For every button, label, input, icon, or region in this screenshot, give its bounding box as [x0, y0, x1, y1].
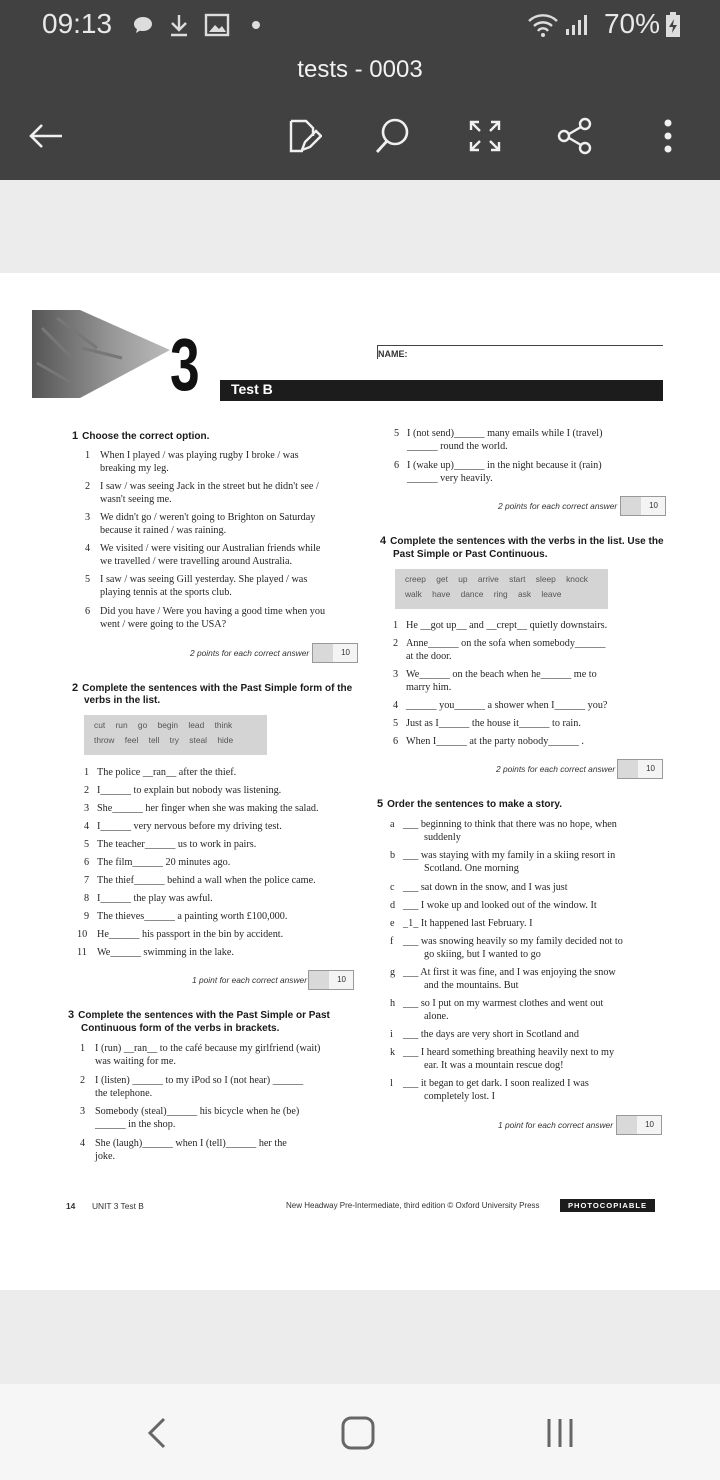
list-item: 5 The teacher______ us to work in pairs.: [84, 839, 257, 850]
list-item: breaking my leg.: [100, 463, 169, 474]
list-item: l ___ it began to get dark. I soon realized I was: [390, 1078, 589, 1089]
photocopiable-stamp: PHOTOCOPIABLE: [560, 1199, 655, 1212]
list-item: 6 The film______ 20 minutes ago.: [84, 857, 231, 868]
list-item: 5 I saw / was seeing Gill yesterday. She played / was: [85, 574, 308, 585]
more-options-icon[interactable]: [644, 112, 692, 160]
list-item: 10 He______ his passport in the bin by accident.: [77, 929, 284, 940]
clock: 09:13: [42, 8, 113, 39]
list-item: suddenly: [424, 832, 461, 843]
signal-icon: [564, 12, 590, 38]
section-4-title-line2: Past Simple or Past Continuous.: [393, 549, 548, 560]
score-box: 10: [616, 1115, 662, 1135]
fullscreen-icon[interactable]: [461, 112, 509, 160]
list-item: wasn't seeing me.: [100, 494, 172, 505]
section-1-title: 1 Choose the correct option.: [72, 430, 210, 442]
word-list: cut run go begin lead think throw feel tell try steal hide: [84, 715, 267, 755]
list-item: 1 When I played / was playing rugby I broke / was: [85, 450, 299, 461]
list-item: because it rained / was raining.: [100, 525, 227, 536]
list-item: k ___ I heard something breathing heavily next to my: [390, 1047, 615, 1058]
test-banner: [220, 380, 663, 401]
section-2-title-line2: verbs in the list.: [84, 695, 161, 706]
list-item: 3 Somebody (steal)______ his bicycle when he (be): [80, 1106, 300, 1117]
list-item: 1 The police __ran__ after the thief.: [84, 767, 237, 778]
page-number: 14: [66, 1201, 76, 1211]
edit-icon[interactable]: [278, 112, 326, 160]
test-label: Test B: [231, 381, 273, 397]
list-item: f ___ was snowing heavily so my family decided not to: [390, 936, 623, 947]
word-list: creep get up arrive start sleep knock walk have dance ring ask leave: [395, 569, 608, 609]
list-item: 2 I (listen) ______ to my iPod so I (not hear) ______: [80, 1075, 304, 1086]
list-item: a ___ beginning to think that there was no hope, when: [390, 819, 617, 830]
list-item: 5 I (not send)______ many emails while I (travel): [394, 428, 603, 439]
share-icon[interactable]: [551, 112, 599, 160]
list-item: alone.: [424, 1011, 449, 1022]
recent-apps-icon[interactable]: [535, 1408, 585, 1458]
footer-unit: UNIT 3 Test B: [92, 1201, 144, 1211]
home-icon[interactable]: [333, 1408, 383, 1458]
section-4-title: 4 Complete the sentences with the verbs in the list. Use the: [380, 535, 664, 547]
list-item: at the door.: [406, 651, 452, 662]
list-item: 2 I______ to explain but nobody was listening.: [84, 785, 282, 796]
search-icon[interactable]: [368, 112, 416, 160]
list-item: ______ in the shop.: [95, 1119, 176, 1130]
section-3-title-line2: Continuous form of the verbs in brackets.: [81, 1023, 280, 1034]
wifi-icon: [526, 12, 560, 38]
list-item: 2 I saw / was seeing Jack in the street but he didn't see /: [85, 481, 319, 492]
list-item: 9 The thieves______ a painting worth £100,000.: [84, 911, 288, 922]
list-item: h ___ so I put on my warmest clothes and went out: [390, 998, 604, 1009]
list-item: went / were going to the USA?: [100, 619, 227, 630]
list-item: 4 I______ very nervous before my driving test.: [84, 821, 282, 832]
list-item: 2 Anne______ on the sofa when somebody______: [393, 638, 606, 649]
list-item: joke.: [95, 1151, 116, 1162]
list-item: 4 ______ you______ a shower when I______ you?: [393, 700, 608, 711]
list-item: i ___ the days are very short in Scotland and: [390, 1029, 579, 1040]
score-box: 10: [617, 759, 663, 779]
list-item: c ___ sat down in the snow, and I was just: [390, 882, 568, 893]
list-item: 1 He __got up__ and __crept__ quietly downstairs.: [393, 620, 608, 631]
list-item: e _1_ It happened last February. I: [390, 918, 533, 929]
footer-book: New Headway Pre-Intermediate, third edition © Oxford University Press: [286, 1201, 540, 1210]
name-line-tick: [377, 345, 378, 359]
list-item: was waiting for me.: [95, 1056, 176, 1067]
list-item: Scotland. One morning: [424, 863, 519, 874]
points-note: 1 point for each correct answer: [498, 1120, 613, 1130]
navigation-bar: [0, 1384, 720, 1480]
download-icon: [168, 12, 190, 38]
document-title: tests - 0003: [297, 56, 423, 83]
list-item: 6 Did you have / Were you having a good time when you: [85, 606, 326, 617]
points-note: 2 points for each correct answer: [190, 648, 310, 658]
list-item: 4 We visited / were visiting our Australian friends while: [85, 543, 321, 554]
battery-percent: 70%: [603, 8, 660, 39]
list-item: 8 I______ the play was awful.: [84, 893, 213, 904]
list-item: 1 I (run) __ran__ to the café because my girlfriend (wait): [80, 1043, 321, 1054]
list-item: playing tennis at the sports club.: [100, 587, 232, 598]
battery-icon: [664, 12, 682, 38]
list-item: g ___ At first it was fine, and I was enjoying the snow: [390, 967, 616, 978]
list-item: 6 When I______ at the party nobody______ .: [393, 736, 584, 747]
list-item: we travelled / were travelling around Australia.: [100, 556, 293, 567]
document-page[interactable]: [0, 273, 720, 1290]
back-button[interactable]: [22, 112, 70, 160]
unit-number: 3: [170, 323, 200, 406]
chat-icon: [132, 12, 154, 38]
list-item: 3 She______ her finger when she was making the salad.: [84, 803, 319, 814]
list-item: d ___ I woke up and looked out of the window. It: [390, 900, 597, 911]
back-nav-icon[interactable]: [132, 1408, 182, 1458]
document-viewer[interactable]: [0, 180, 720, 1384]
score-box: 10: [620, 496, 666, 516]
list-item: 3 We didn't go / weren't going to Brighton on Saturday: [85, 512, 316, 523]
list-item: completely lost. I: [424, 1091, 496, 1102]
section-5-title: 5 Order the sentences to make a story.: [377, 798, 563, 810]
list-item: b ___ was staying with my family in a skiing resort in: [390, 850, 616, 861]
section-2-title: 2 Complete the sentences with the Past Simple form of the: [72, 682, 353, 694]
list-item: 4 She (laugh)______ when I (tell)______ her the: [80, 1138, 287, 1149]
name-line: [377, 345, 663, 346]
app-bar: [0, 52, 720, 180]
dot-icon: [251, 12, 261, 38]
list-item: 7 The thief______ behind a wall when the police came.: [84, 875, 316, 886]
name-label: NAME:: [378, 349, 408, 359]
list-item: 11 We______ swimming in the lake.: [77, 947, 234, 958]
list-item: go skiing, but I wanted to go: [424, 949, 541, 960]
list-item: and the mountains. But: [424, 980, 519, 991]
image-icon: [204, 12, 230, 38]
status-bar: [0, 0, 720, 52]
score-box: 10: [308, 970, 354, 990]
section-3-title: 3 Complete the sentences with the Past Simple or Past: [68, 1009, 330, 1021]
points-note: 2 points for each correct answer: [496, 764, 616, 774]
points-note: 2 points for each correct answer: [498, 501, 618, 511]
score-box: 10: [312, 643, 358, 663]
list-item: 6 I (wake up)______ in the night because it (rain): [394, 460, 602, 471]
list-item: 3 We______ on the beach when he______ me to: [393, 669, 597, 680]
points-note: 1 point for each correct answer: [192, 975, 307, 985]
list-item: ______ very heavily.: [407, 473, 493, 484]
list-item: the telephone.: [95, 1088, 153, 1099]
list-item: ______ round the world.: [407, 441, 508, 452]
list-item: ear. It was a mountain rescue dog!: [424, 1060, 564, 1071]
list-item: 5 Just as I______ the house it______ to rain.: [393, 718, 581, 729]
list-item: marry him.: [406, 682, 452, 693]
